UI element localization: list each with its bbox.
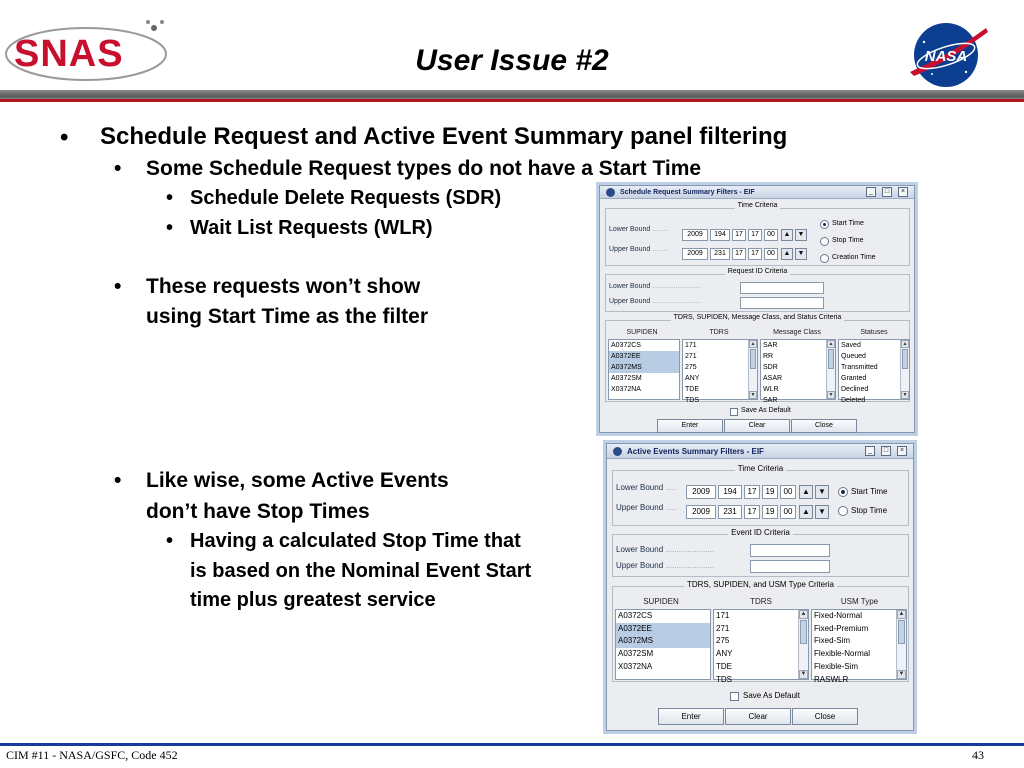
upper-day-field[interactable]: 231 <box>710 248 730 260</box>
id-lower-bound-label: Lower Bound <box>616 545 664 554</box>
request-id-criteria-group: Request ID Criteria Lower Bound ......................... Upper Bound ......................... <box>605 274 910 312</box>
list-item[interactable]: X0372NA <box>618 661 653 671</box>
scrollbar[interactable] <box>896 610 906 679</box>
scroll-up-icon[interactable]: ▲ <box>828 341 834 347</box>
time-criteria-label: Time Criteria <box>735 202 781 209</box>
page-number: 43 <box>972 748 984 762</box>
bullet-dot: • <box>166 187 174 209</box>
supiden-column-header: SUPIDEN <box>643 597 679 606</box>
bullet-main: Schedule Request and Active Event Summary panel filtering <box>100 123 788 150</box>
supiden-list[interactable] <box>608 339 680 400</box>
maximize-icon[interactable]: □ <box>881 446 891 456</box>
upper-year-field[interactable]: 2009 <box>686 505 716 519</box>
bullet-sub3a-line1: Having a calculated Stop Time that <box>190 530 521 552</box>
close-button[interactable]: Close <box>791 419 857 433</box>
scroll-thumb[interactable] <box>750 349 756 369</box>
upper-bound-label: Upper Bound <box>609 246 651 253</box>
scrollbar[interactable] <box>826 340 835 399</box>
list-item[interactable]: A0372MS <box>616 635 710 648</box>
scroll-down-icon[interactable]: ▼ <box>828 392 834 398</box>
upper-bound-label: Upper Bound <box>616 503 664 512</box>
bullet-dot: • <box>114 275 122 298</box>
active-events-filter-frame <box>603 440 917 734</box>
list-item[interactable]: Deleted <box>841 397 866 404</box>
stop-time-label: Stop Time <box>851 506 888 515</box>
list-item[interactable]: Queued <box>841 353 866 360</box>
list-item[interactable]: Transmitted <box>841 364 878 371</box>
upper-hour-field[interactable]: 17 <box>732 248 746 260</box>
time-criteria-group: Time Criteria Lower Bound ........ Upper Bound ........ 2009 194 17 17 00 ▲ ▼ 2009 231 17 17 00 ▲ ▼ Start Time Stop Time Creation Time <box>605 208 910 266</box>
schedule-request-filter-window <box>599 185 915 433</box>
window-title: Schedule Request Summary Filters - EIF <box>620 188 755 196</box>
save-as-default-checkbox[interactable] <box>730 692 739 701</box>
list-item[interactable]: TDE <box>685 386 699 393</box>
upper-minute-field[interactable]: 17 <box>748 248 762 260</box>
list-item[interactable]: RASWLR <box>814 674 849 684</box>
active-events-filter-window <box>606 443 914 731</box>
enter-button[interactable]: Enter <box>657 419 723 433</box>
bullet-dot: • <box>114 469 122 492</box>
list-item[interactable]: TDS <box>685 397 699 404</box>
lower-decrement-icon[interactable]: ▼ <box>795 229 807 241</box>
list-item[interactable]: A0372CS <box>611 342 641 349</box>
message-class-list[interactable] <box>760 339 836 404</box>
scroll-thumb[interactable] <box>800 620 807 644</box>
lower-day-field[interactable]: 194 <box>710 229 730 241</box>
list-item[interactable]: ASAR <box>763 375 783 382</box>
start-time-radio[interactable] <box>838 487 848 497</box>
clear-button[interactable]: Clear <box>724 419 790 433</box>
minimize-icon[interactable]: _ <box>865 446 875 456</box>
footer-divider <box>0 743 1024 746</box>
minimize-icon[interactable]: _ <box>866 187 876 197</box>
window-titlebar[interactable] <box>607 444 913 459</box>
lower-minute-field[interactable]: 19 <box>762 485 778 499</box>
list-criteria-group <box>605 314 910 404</box>
request-id-upper-input[interactable] <box>740 297 824 309</box>
stop-time-radio[interactable] <box>820 237 829 246</box>
list-item[interactable]: Fixed-Sim <box>814 636 851 646</box>
list-item[interactable]: TDS <box>716 674 732 684</box>
bullet-sub2-line1: These requests won’t show <box>146 275 421 298</box>
list-item[interactable]: A0372MS <box>609 362 679 373</box>
request-id-criteria-label: Request ID Criteria <box>725 268 791 275</box>
lower-bound-label: Lower Bound <box>609 226 651 233</box>
id-upper-bound-label: Upper Bound <box>609 298 651 305</box>
statuses-column-header: Statuses <box>860 329 888 336</box>
list-criteria-group <box>612 580 909 684</box>
list-item[interactable]: A0372EE <box>616 623 710 636</box>
list-item[interactable]: Flexible-Normal <box>814 649 871 659</box>
list-item[interactable]: SAR <box>763 397 778 404</box>
save-as-default-checkbox[interactable] <box>730 408 738 416</box>
list-item[interactable]: Granted <box>841 375 867 382</box>
scroll-up-icon[interactable]: ▲ <box>902 341 908 347</box>
scroll-up-icon[interactable]: ▲ <box>898 611 905 617</box>
bullet-sub3-line2: don’t have Stop Times <box>146 500 370 523</box>
scroll-up-icon[interactable]: ▲ <box>800 611 807 617</box>
scroll-thumb[interactable] <box>828 349 834 369</box>
lower-year-field[interactable]: 2009 <box>686 485 716 499</box>
list-item[interactable]: SAR <box>763 342 778 349</box>
list-item[interactable]: A0372CS <box>618 611 653 620</box>
save-as-default-label: Save As Default <box>741 407 791 414</box>
supiden-column-header: SUPIDEN <box>626 329 658 336</box>
upper-hour-field[interactable]: 17 <box>744 505 760 519</box>
save-as-default-label: Save As Default <box>743 691 800 700</box>
event-id-criteria-group: Event ID Criteria Lower Bound ...................... Upper Bound ...................... <box>612 534 909 577</box>
scroll-up-icon[interactable]: ▲ <box>750 341 756 347</box>
window-titlebar[interactable] <box>600 186 914 199</box>
lower-second-field[interactable]: 00 <box>764 229 778 241</box>
start-time-radio[interactable] <box>820 220 829 229</box>
enter-button[interactable]: Enter <box>658 708 724 725</box>
tdrs-column-header: TDRS <box>750 597 772 606</box>
list-item[interactable]: 271 <box>716 623 730 633</box>
lower-bound-label: Lower Bound <box>616 483 664 492</box>
list-item[interactable]: 271 <box>685 353 697 360</box>
creation-time-radio[interactable] <box>820 254 829 263</box>
close-icon[interactable]: × <box>897 446 907 456</box>
list-item[interactable]: A0372SM <box>611 375 642 382</box>
start-time-label: Start Time <box>832 220 864 227</box>
stop-time-label: Stop Time <box>832 237 864 244</box>
scrollbar[interactable] <box>900 340 909 399</box>
start-time-label: Start Time <box>851 487 888 496</box>
bullet-sub1b: Wait List Requests (WLR) <box>190 217 433 239</box>
upper-second-field[interactable]: 00 <box>780 505 796 519</box>
slide-title: User Issue #2 <box>415 44 609 77</box>
list-item[interactable]: A0372SM <box>618 649 654 659</box>
bullet-sub3a-line3: time plus greatest service <box>190 589 436 611</box>
list-item[interactable]: 275 <box>716 636 730 646</box>
svg-text:NASA: NASA <box>924 48 968 65</box>
list-item[interactable]: ANY <box>685 375 700 382</box>
scrollbar[interactable] <box>748 340 757 399</box>
list-item[interactable]: WLR <box>763 386 779 393</box>
usm-type-list[interactable] <box>811 609 907 684</box>
list-item[interactable]: Flexible-Sim <box>814 661 859 671</box>
maximize-icon[interactable]: □ <box>882 187 892 197</box>
schedule-request-filter-frame <box>596 182 918 436</box>
statuses-list[interactable] <box>838 339 910 404</box>
creation-time-label: Creation Time <box>832 254 876 261</box>
clear-button[interactable]: Clear <box>725 708 791 725</box>
list-item[interactable]: SDR <box>763 364 778 371</box>
scroll-down-icon[interactable]: ▼ <box>750 392 756 398</box>
list-item[interactable]: RR <box>763 353 774 360</box>
scrollbar[interactable] <box>798 610 808 679</box>
tdrs-list[interactable] <box>713 609 809 684</box>
lower-decrement-icon[interactable]: ▼ <box>815 485 829 499</box>
scroll-down-icon[interactable]: ▼ <box>902 392 908 398</box>
list-item[interactable]: Fixed-Premium <box>814 623 869 633</box>
bullet-sub1a: Schedule Delete Requests (SDR) <box>190 187 502 209</box>
usm-type-column-header: USM Type <box>840 597 879 606</box>
window-title: Active Events Summary Filters - EIF <box>627 446 764 456</box>
scroll-down-icon[interactable]: ▼ <box>898 671 905 677</box>
upper-day-field[interactable]: 231 <box>718 505 742 519</box>
upper-second-field[interactable]: 00 <box>764 248 778 260</box>
list-item[interactable]: ANY <box>716 649 733 659</box>
event-id-lower-input[interactable] <box>750 544 830 557</box>
bullet-sub3a-line2: is based on the Nominal Event Start <box>190 560 532 582</box>
list-item[interactable]: A0372EE <box>609 351 679 362</box>
app-icon <box>613 447 622 456</box>
supiden-list[interactable] <box>615 609 711 680</box>
bullet-sub3-line1: Like wise, some Active Events <box>146 469 449 492</box>
list-criteria-label: TDRS, SUPIDEN, Message Class, and Status Criteria <box>671 314 845 321</box>
upper-minute-field[interactable]: 19 <box>762 505 778 519</box>
id-upper-bound-label: Upper Bound <box>616 561 664 570</box>
upper-year-field[interactable]: 2009 <box>682 248 708 260</box>
time-criteria-group: Time Criteria Lower Bound ..... Upper Bound ..... 2009 194 17 19 00 ▲ ▼ 2009 231 17 19 00 ▲ ▼ Start Time Stop Time <box>612 470 909 526</box>
header-divider <box>0 90 1024 102</box>
list-item[interactable]: TDE <box>716 661 732 671</box>
close-icon[interactable]: × <box>898 187 908 197</box>
list-item[interactable]: X0372NA <box>611 386 641 393</box>
lower-increment-icon[interactable]: ▲ <box>799 485 813 499</box>
footer-text: CIM #11 - NASA/GSFC, Code 452 <box>6 748 178 762</box>
app-icon <box>606 188 615 197</box>
list-item[interactable]: Fixed-Normal <box>814 611 863 620</box>
list-item[interactable]: Declined <box>841 386 869 393</box>
upper-decrement-icon[interactable]: ▼ <box>815 505 829 519</box>
event-id-upper-input[interactable] <box>750 560 830 573</box>
scroll-down-icon[interactable]: ▼ <box>800 671 807 677</box>
bullet-sub1: Some Schedule Request types do not have a Start Time <box>146 157 702 180</box>
upper-decrement-icon[interactable]: ▼ <box>795 248 807 260</box>
scroll-thumb[interactable] <box>898 620 905 644</box>
lower-hour-field[interactable]: 17 <box>744 485 760 499</box>
bullet-dot: • <box>60 124 69 151</box>
lower-increment-icon[interactable]: ▲ <box>781 229 793 241</box>
list-item[interactable]: Saved <box>841 342 861 349</box>
upper-increment-icon[interactable]: ▲ <box>781 248 793 260</box>
bullet-dot: • <box>166 530 174 552</box>
lower-second-field[interactable]: 00 <box>780 485 796 499</box>
list-item[interactable]: 171 <box>716 611 730 620</box>
tdrs-list[interactable] <box>682 339 758 404</box>
tdrs-column-header: TDRS <box>709 329 729 336</box>
list-criteria-label: TDRS, SUPIDEN, and USM Type Criteria <box>684 580 837 589</box>
event-id-criteria-label: Event ID Criteria <box>728 528 793 537</box>
time-criteria-label: Time Criteria <box>735 464 786 473</box>
lower-day-field[interactable]: 194 <box>718 485 742 499</box>
list-item[interactable]: 171 <box>685 342 697 349</box>
scroll-thumb[interactable] <box>902 349 908 369</box>
id-lower-bound-label: Lower Bound <box>609 283 651 290</box>
upper-increment-icon[interactable]: ▲ <box>799 505 813 519</box>
list-item[interactable]: 275 <box>685 364 697 371</box>
lower-year-field[interactable]: 2009 <box>682 229 708 241</box>
nasa-logo <box>906 20 990 90</box>
lower-hour-field[interactable]: 17 <box>732 229 746 241</box>
request-id-lower-input[interactable] <box>740 282 824 294</box>
close-button[interactable]: Close <box>792 708 858 725</box>
svg-text:SNAS: SNAS <box>14 33 124 75</box>
bullet-dot: • <box>166 217 174 239</box>
bullet-sub2-line2: using Start Time as the filter <box>146 305 429 328</box>
lower-minute-field[interactable]: 17 <box>748 229 762 241</box>
bullet-dot: • <box>114 157 122 180</box>
stop-time-radio[interactable] <box>838 506 848 516</box>
message-class-column-header: Message Class <box>773 329 821 336</box>
